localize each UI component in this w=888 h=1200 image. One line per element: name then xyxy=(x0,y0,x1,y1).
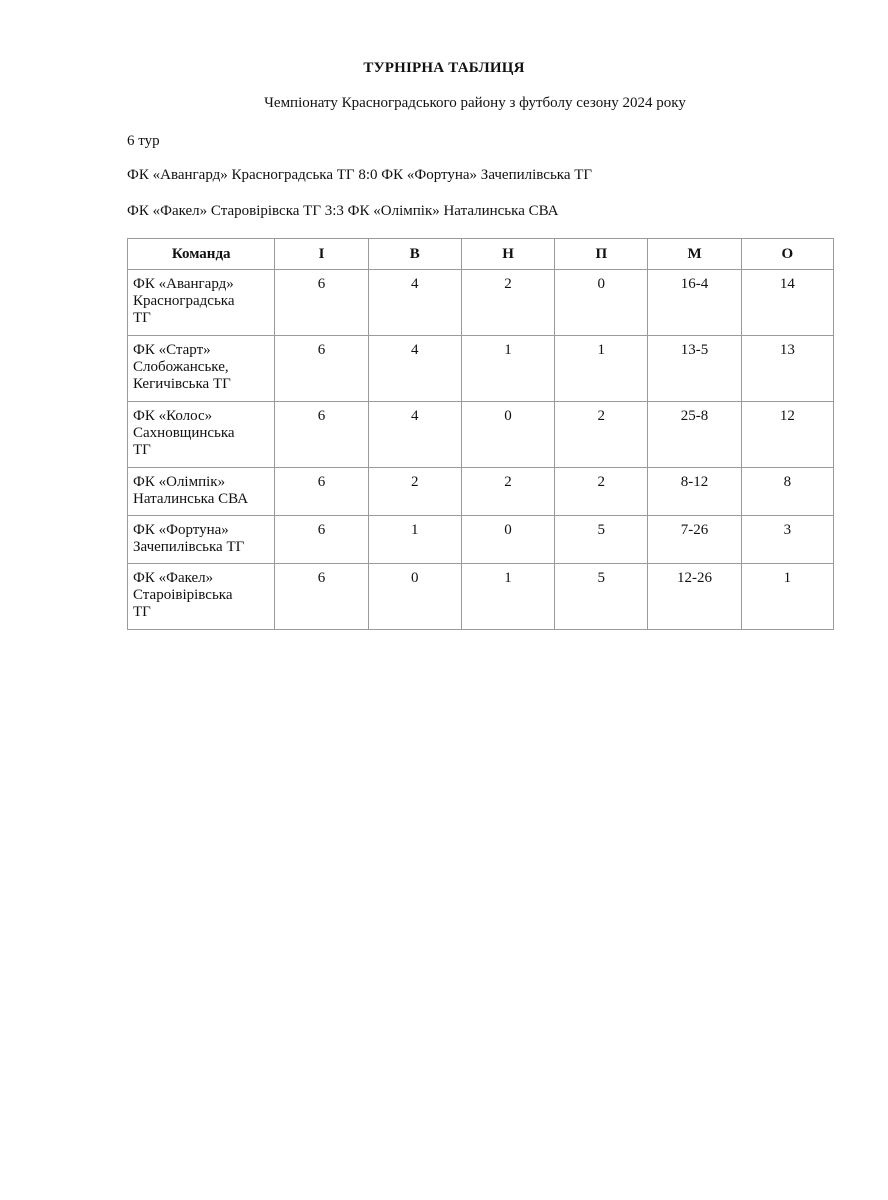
table-row xyxy=(128,564,834,630)
wins-cell: 1 xyxy=(368,516,461,564)
draws-cell: 0 xyxy=(461,516,554,564)
table-row xyxy=(128,402,834,468)
header-goals: М xyxy=(648,239,741,270)
wins-cell: 2 xyxy=(368,468,461,516)
table-row xyxy=(128,468,834,516)
header-draws: Н xyxy=(461,239,554,270)
header-losses: П xyxy=(555,239,648,270)
games-cell: 6 xyxy=(275,336,368,402)
wins-cell: 4 xyxy=(368,270,461,336)
draws-cell: 1 xyxy=(461,336,554,402)
page-title: ТУРНІРНА ТАБЛИЦЯ xyxy=(363,60,525,76)
draws-cell: 0 xyxy=(461,402,554,468)
games-cell: 6 xyxy=(275,270,368,336)
losses-cell: 5 xyxy=(555,516,648,564)
team-cell: ФК «Старт» Слобожанське, Кегичівська ТГ xyxy=(128,336,275,402)
points-cell: 12 xyxy=(741,402,833,468)
goals-cell: 12-26 xyxy=(648,564,741,630)
table-row xyxy=(128,270,834,336)
match-result: ФК «Факел» Старовірівска ТГ 3:3 ФК «Олімпік» Наталинська СВА xyxy=(127,203,559,219)
team-cell: ФК «Авангард» Красноградська ТГ xyxy=(128,270,275,336)
table-row xyxy=(128,336,834,402)
games-cell: 6 xyxy=(275,516,368,564)
points-cell: 1 xyxy=(741,564,833,630)
standings-table xyxy=(127,238,834,630)
points-cell: 13 xyxy=(741,336,833,402)
goals-cell: 13-5 xyxy=(648,336,741,402)
wins-cell: 4 xyxy=(368,336,461,402)
team-cell: ФК «Факел» Староівірівська ТГ xyxy=(128,564,275,630)
team-cell: ФК «Фортуна» Зачепилівська ТГ xyxy=(128,516,275,564)
round-label: 6 тур xyxy=(127,133,160,149)
header-points: О xyxy=(741,239,833,270)
losses-cell: 5 xyxy=(555,564,648,630)
header-games: І xyxy=(275,239,368,270)
points-cell: 3 xyxy=(741,516,833,564)
header-wins: В xyxy=(368,239,461,270)
points-cell: 14 xyxy=(741,270,833,336)
match-result: ФК «Авангард» Красноградська ТГ 8:0 ФК «Фортуна» Зачепилівська ТГ xyxy=(127,167,593,183)
goals-cell: 7-26 xyxy=(648,516,741,564)
losses-cell: 2 xyxy=(555,468,648,516)
draws-cell: 2 xyxy=(461,270,554,336)
goals-cell: 25-8 xyxy=(648,402,741,468)
games-cell: 6 xyxy=(275,402,368,468)
team-cell: ФК «Колос» Сахновщинська ТГ xyxy=(128,402,275,468)
draws-cell: 1 xyxy=(461,564,554,630)
wins-cell: 0 xyxy=(368,564,461,630)
points-cell: 8 xyxy=(741,468,833,516)
goals-cell: 8-12 xyxy=(648,468,741,516)
losses-cell: 2 xyxy=(555,402,648,468)
games-cell: 6 xyxy=(275,564,368,630)
draws-cell: 2 xyxy=(461,468,554,516)
goals-cell: 16-4 xyxy=(648,270,741,336)
team-cell: ФК «Олімпік» Наталинська СВА xyxy=(128,468,275,516)
losses-cell: 1 xyxy=(555,336,648,402)
wins-cell: 4 xyxy=(368,402,461,468)
page-subtitle: Чемпіонату Красноградського району з футболу сезону 2024 року xyxy=(264,95,686,111)
games-cell: 6 xyxy=(275,468,368,516)
header-team: Команда xyxy=(128,239,275,270)
table-header-row xyxy=(128,239,834,270)
losses-cell: 0 xyxy=(555,270,648,336)
table-row xyxy=(128,516,834,564)
